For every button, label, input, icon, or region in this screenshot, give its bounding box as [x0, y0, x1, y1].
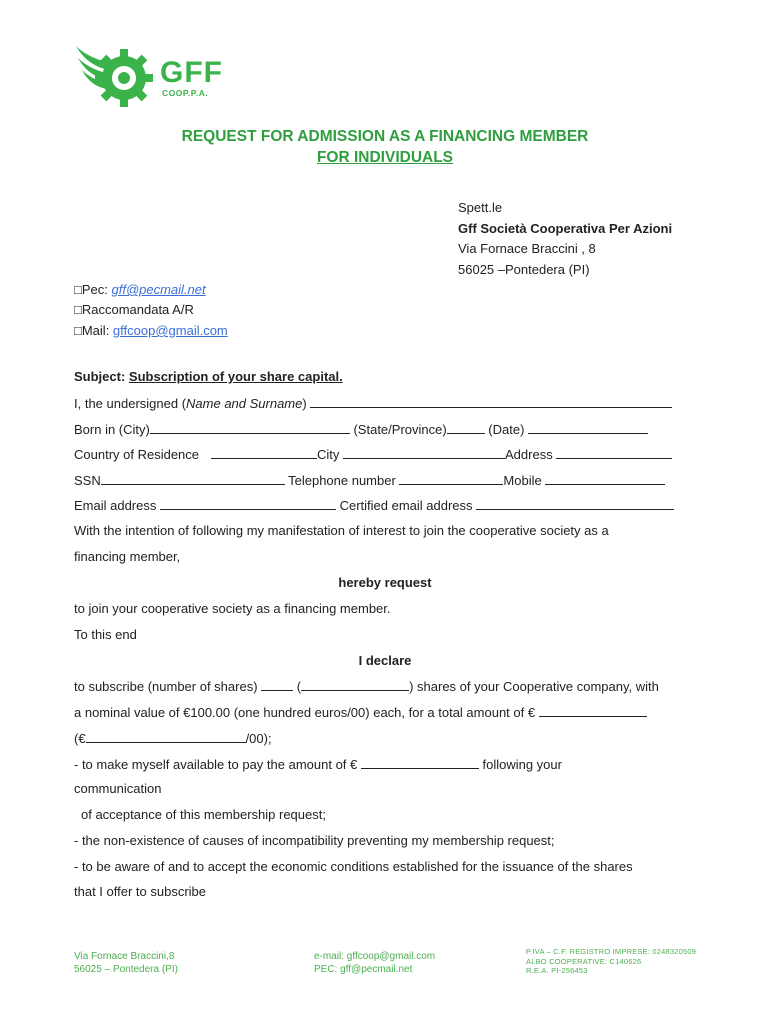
intention-line-2: financing member,	[74, 549, 181, 564]
city-field[interactable]	[343, 446, 505, 459]
euro-close: /00);	[245, 731, 272, 746]
addressee-city: 56025 –Pontedera (PI)	[458, 261, 590, 277]
footer-pec: PEC: gff@pecmail.net	[314, 963, 413, 975]
ssn-field[interactable]	[101, 472, 285, 485]
footer-email: e-mail: gffcoop@gmail.com	[314, 951, 436, 962]
subscribe-paren: (	[293, 679, 302, 694]
euro-words-row	[74, 730, 272, 746]
subject-line	[74, 369, 343, 384]
footer-contacts	[314, 951, 435, 976]
mail-link[interactable]: gffcoop@gmail.com	[112, 323, 228, 338]
birth-row	[74, 421, 648, 437]
nominal-row	[74, 704, 647, 720]
subject-value: Subscription of your share capital.	[128, 369, 343, 384]
subscribe-label: to subscribe (number of shares)	[74, 679, 262, 694]
country-field[interactable]	[211, 446, 317, 459]
mail-label: □Mail:	[74, 323, 113, 338]
footer-street: Via Fornace Braccini,8	[74, 951, 175, 962]
pay-row	[74, 756, 562, 772]
shares-words-field[interactable]	[301, 678, 409, 691]
delivery-raccomandata: □Raccomandata A/R	[74, 302, 194, 317]
state-label: (State/Province)	[349, 422, 447, 437]
pec-link[interactable]: gff@pecmail.net	[111, 282, 206, 297]
subscribe-row	[74, 678, 659, 694]
birth-date-field[interactable]	[528, 421, 648, 434]
pay-amount-field[interactable]	[361, 756, 479, 769]
undersigned-label: I, the undersigned (	[74, 396, 187, 411]
footer-vat: P.IVA – C.F. REGISTRO IMPRESE: 0248320509	[526, 947, 697, 956]
page-subtitle: FOR INDIVIDUALS	[316, 149, 454, 166]
gear-wing-icon	[76, 46, 153, 107]
footer-registry	[526, 947, 696, 976]
total-amount-field[interactable]	[539, 704, 647, 717]
residence-row	[74, 446, 672, 462]
footer-address	[74, 951, 178, 976]
country-label: Country of Residence	[74, 447, 200, 462]
delivery-mail	[74, 323, 228, 338]
telephone-label: Telephone number	[284, 473, 400, 488]
ssn-label: SSN	[74, 473, 101, 488]
communication-line: communication	[74, 781, 162, 796]
join-line: to join your cooperative society as a financing member.	[74, 601, 391, 616]
birth-city-field[interactable]	[150, 421, 350, 434]
declare-heading: I declare	[358, 653, 412, 668]
addressee-block	[458, 198, 672, 280]
date-label: (Date)	[484, 422, 529, 437]
acceptance-line: of acceptance of this membership request;	[81, 807, 326, 822]
to-this-end: To this end	[74, 627, 137, 642]
pay-suffix: following your	[478, 757, 562, 772]
mobile-label: Mobile	[503, 473, 546, 488]
subscribe-suffix: ) shares of your Cooperative company, with	[409, 679, 659, 694]
euro-open: (€	[74, 731, 86, 746]
amount-words-field[interactable]	[86, 730, 246, 743]
footer-city: 56025 – Pontedera (PI)	[74, 963, 178, 975]
address-label: Address	[505, 447, 557, 462]
page-title: REQUEST FOR ADMISSION AS A FINANCING MEMBER	[181, 128, 589, 145]
nonexistence-line: - the non-existence of causes of incompatibility preventing my membership request;	[74, 833, 555, 848]
contact-row	[74, 472, 665, 488]
address-field[interactable]	[556, 446, 672, 459]
undersigned-hint: Name and Surname	[186, 396, 303, 411]
city-label: City	[317, 447, 344, 462]
logo-subtitle: COOP.P.A.	[162, 88, 209, 98]
intention-line-1: With the intention of following my manifestation of interest to join the cooperative society as a	[74, 523, 609, 538]
aware-line-1: - to be aware of and to accept the economic conditions established for the issuance of the shares	[74, 859, 633, 874]
subject-label: Subject:	[74, 369, 129, 384]
mobile-field[interactable]	[545, 472, 665, 485]
aware-line-2: that I offer to subscribe	[74, 884, 206, 899]
addressee-street: Via Fornace Braccini , 8	[458, 241, 596, 256]
hereby-request-heading: hereby request	[338, 575, 432, 590]
certified-email-label: Certified email address	[335, 498, 477, 513]
shares-number-field[interactable]	[261, 678, 293, 691]
email-field[interactable]	[160, 497, 336, 510]
nominal-label: a nominal value of €100.00 (one hundred euros/00) each, for a total amount of €	[74, 705, 539, 720]
logo-text: GFF	[160, 56, 223, 89]
email-label: Email address	[74, 498, 160, 513]
delivery-pec	[74, 282, 206, 297]
addressee-salutation: Spett.le	[458, 200, 503, 215]
footer-rea: R.E.A. PI-256453	[526, 966, 588, 975]
telephone-field[interactable]	[399, 472, 503, 485]
footer-albo: ALBO COOPERATIVE: C140626	[526, 956, 642, 966]
pay-label: - to make myself available to pay the amount of €	[74, 757, 361, 772]
certified-email-field[interactable]	[476, 497, 674, 510]
addressee-company: Gff Società Cooperativa Per Azioni	[458, 220, 673, 236]
name-field[interactable]	[310, 395, 672, 408]
born-label: Born in (City)	[74, 422, 150, 437]
email-row	[74, 497, 674, 513]
state-field[interactable]	[447, 421, 485, 434]
undersigned-close: )	[302, 396, 311, 411]
pec-label: □Pec:	[74, 282, 112, 297]
undersigned-row	[74, 395, 672, 411]
